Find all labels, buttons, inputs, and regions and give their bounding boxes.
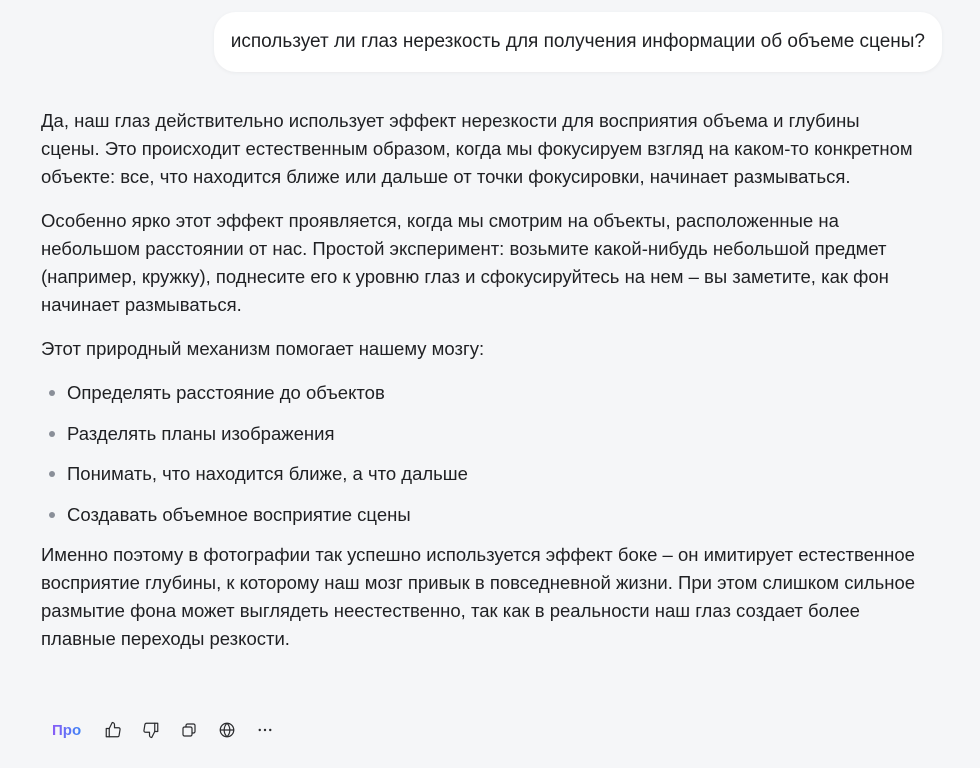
list-item-text: Создавать объемное восприятие сцены [67,503,411,525]
answer-paragraph: Особенно ярко этот эффект проявляется, когда мы смотрим на объекты, расположенные на небольшом расстоянии от нас. Простой эксперимент: возьмите какой-нибудь небольшой предмет (например, кружку), поднесите его к уровню глаз и сфокусируйтесь на нем – вы заметите, как фон начинает размываться. [41,210,889,315]
list-item [41,460,921,488]
answer-paragraph: Именно поэтому в фотографии так успешно используется эффект боке – он имитирует естественное восприятие глубины, к которому наш мозг привык в повседневной жизни. При этом слишком сильное размытие фона может выглядеть неестественно, так как в реальности наш глаз создает более плавные переходы резкости. [41,544,916,649]
copy-button[interactable] [177,718,201,742]
answer-toolbar [52,716,291,744]
bullet-icon [49,431,55,437]
list-item-text: Определять расстояние до объектов [67,382,385,403]
list-item-text: Разделять планы изображения [67,422,335,444]
globe-icon [218,721,236,739]
thumbs-up-button[interactable] [101,718,125,742]
user-message-text: использует ли глаз нерезкость для получения информации об объеме сцены? [230,31,925,52]
user-message-bubble [214,12,942,72]
list-item-text: Понимать, что находится ближе, а что дальше [67,463,468,484]
list-item [41,420,921,448]
list-item [41,501,921,529]
pro-button[interactable]: Про [52,721,82,739]
answer-paragraph: Этот природный механизм помогает нашему мозгу: [41,338,485,359]
bullet-icon [49,390,55,396]
answer-paragraph: Да, наш глаз действительно использует эффект нерезкости для восприятия объема и глубины сцены. Это происходит естественным образом, когда мы фокусируем взгляд на каком-то конкретном объекте: все, что находится ближе или дальше от точки фокусировки, начинает размываться. [41,110,913,187]
more-icon [256,721,274,739]
bullet-icon [49,512,55,518]
answer-list [41,379,921,529]
more-button[interactable] [253,718,277,742]
thumbs-down-button[interactable] [139,718,163,742]
list-item [41,379,921,407]
assistant-answer [41,107,921,669]
thumbs-up-icon [104,721,122,739]
globe-button[interactable] [215,718,239,742]
copy-icon [180,721,198,739]
thumbs-down-icon [142,721,160,739]
bullet-icon [49,471,55,477]
